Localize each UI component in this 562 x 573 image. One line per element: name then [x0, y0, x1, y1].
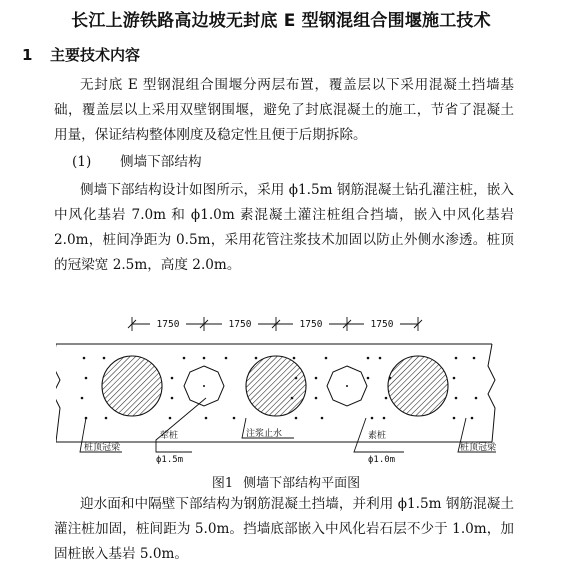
label-crown-beam-left: 桩顶冠梁 — [84, 443, 121, 453]
rc-pile-2 — [246, 356, 306, 416]
label-plain-pile: 素桩 — [368, 431, 387, 441]
dimension-label-4: 1750 — [370, 319, 394, 330]
label-rc-pile: 荤桩 — [160, 431, 179, 441]
label-crown-beam-right: 桩顶冠梁 — [460, 443, 497, 453]
rc-pile-3 — [388, 356, 448, 416]
label-plain-pile-dia: ϕ1.0m — [368, 455, 396, 465]
rc-piles — [102, 356, 448, 416]
figure-caption — [56, 472, 516, 491]
section-number: 1 — [22, 46, 33, 64]
figure-caption-number: 图1 — [211, 476, 234, 491]
subsection-number: (1) — [72, 154, 92, 170]
subsection-title: 侧墙下部结构 — [120, 154, 202, 170]
dimension-label-2: 1750 — [228, 319, 252, 330]
label-grout-seal: 注浆止水 — [246, 429, 283, 439]
dimension-label-3: 1750 — [299, 319, 323, 330]
label-rc-pile-dia: ϕ1.5m — [156, 455, 184, 465]
rc-pile-1 — [102, 356, 162, 416]
paragraph-side-wall: 侧墙下部结构设计如图所示，采用 ϕ1.5m 钢筋混凝土钻孔灌注桩，嵌入中风化基岩 7.0m 和 ϕ1.0m 素混凝土灌注桩组合挡墙，嵌入中风化基岩 2.0m，桩间净距为 0.5m，采用花管注浆技术加固以防止外侧水渗透。桩顶的冠梁宽 2.5m，高度 2.0m。 — [54, 182, 514, 273]
section-heading — [22, 44, 140, 65]
plan-drawing — [56, 300, 516, 475]
section-title: 主要技术内容 — [50, 46, 141, 64]
document-title: 长江上游铁路高边坡无封底 E 型钢混组合围堰施工技术 — [71, 11, 491, 31]
subsection-heading — [72, 150, 202, 170]
paragraph-overview: 无封底 E 型钢混组合围堰分两层布置，覆盖层以下采用混凝土挡墙基础，覆盖层以上采用双壁钢围堰，避免了封底混凝土的施工，节省了混凝土用量，保证结构整体刚度及稳定性且便于后期拆除。 — [54, 77, 514, 143]
dimension-label-1: 1750 — [156, 319, 180, 330]
figure-caption-text: 侧墙下部结构平面图 — [243, 476, 361, 491]
figure-plan-view — [56, 300, 516, 500]
paragraph-upstream-wall: 迎水面和中隔壁下部结构为钢筋混凝土挡墙，并利用 ϕ1.5m 钢筋混凝土灌注桩加固，桩间距为 5.0m。挡墙底部嵌入中风化岩石层不少于 1.0m，加固桩嵌入基岩 5.0m。 — [54, 496, 514, 562]
